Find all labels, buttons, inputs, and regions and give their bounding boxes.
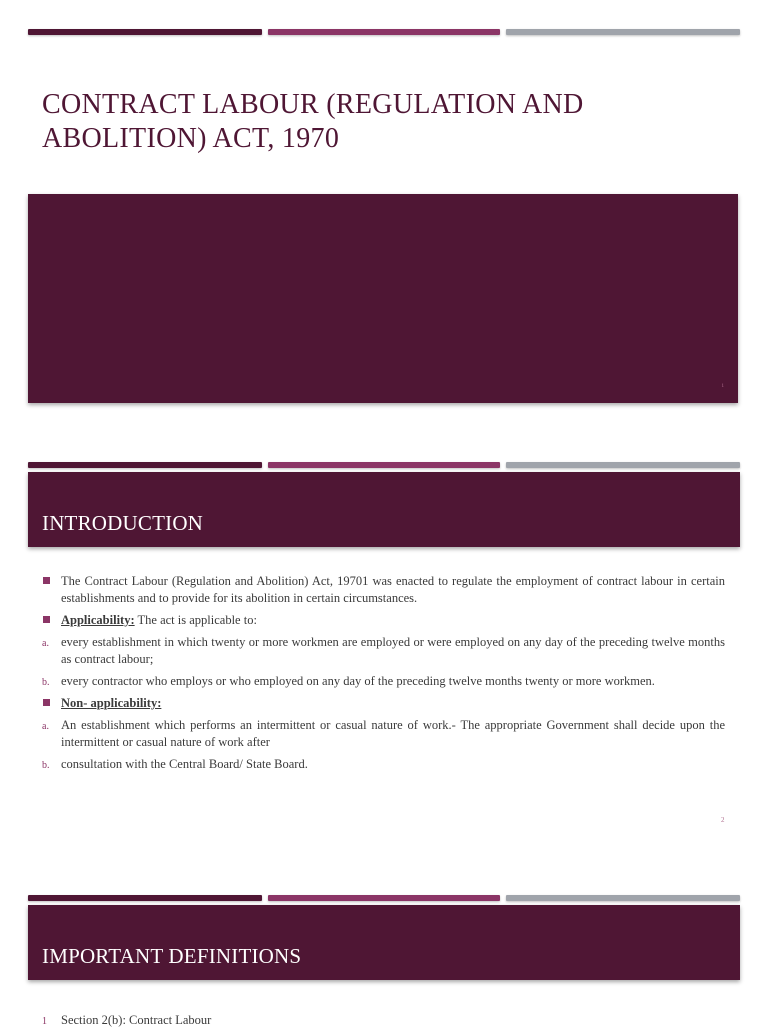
list-marker: b. bbox=[42, 677, 50, 688]
list-item-text: every establishment in which twenty or more workmen are employed or were employed on any day of the preceding twelve months as contract labour; bbox=[61, 635, 725, 666]
bullet-item-applicability bbox=[42, 612, 725, 629]
list-item-text: every contractor who employs or who employed on any day of the preceding twelve months twenty or more workmen. bbox=[61, 674, 655, 688]
slide-content bbox=[42, 1012, 725, 1034]
header-bar bbox=[28, 905, 740, 980]
accent-stripe-gray bbox=[506, 29, 740, 35]
bullet-item-non-applicability bbox=[42, 695, 725, 712]
list-item bbox=[42, 634, 725, 668]
page-number: 2 bbox=[721, 816, 725, 824]
list-marker: 1 bbox=[42, 1016, 47, 1027]
accent-stripe-rose bbox=[268, 29, 500, 35]
list-item bbox=[42, 1012, 725, 1029]
page-number: 1 bbox=[721, 384, 724, 389]
applicability-text: The act is applicable to: bbox=[134, 613, 257, 627]
accent-stripe-plum bbox=[28, 462, 262, 468]
accent-stripe-plum bbox=[28, 895, 262, 901]
square-bullet-icon bbox=[43, 616, 50, 623]
list-item-text: consultation with the Central Board/ State Board. bbox=[61, 757, 308, 771]
list-marker: b. bbox=[42, 760, 50, 771]
list-item-text: Section 2(b): Contract Labour bbox=[61, 1013, 212, 1027]
square-bullet-icon bbox=[43, 699, 50, 706]
list-item bbox=[42, 756, 725, 773]
definitions-slide bbox=[0, 888, 768, 1027]
list-item bbox=[42, 673, 725, 690]
accent-stripe-plum bbox=[28, 29, 262, 35]
applicability-label: Applicability: bbox=[61, 613, 135, 627]
slide-heading: IMPORTANT DEFINITIONS bbox=[42, 944, 302, 968]
list-item bbox=[42, 717, 725, 751]
title-color-block bbox=[28, 194, 738, 403]
list-marker: a. bbox=[42, 638, 49, 649]
introduction-slide bbox=[0, 455, 768, 870]
bullet-text: The Contract Labour (Regulation and Abolition) Act, 19701 was enacted to regulate the employment of contract labour in certain establishments and to provide for its abolition in certain circumstances. bbox=[61, 574, 725, 605]
non-applicability-label: Non- applicability: bbox=[61, 696, 162, 710]
accent-stripe-rose bbox=[268, 462, 500, 468]
accent-stripe-rose bbox=[268, 895, 500, 901]
title-slide bbox=[0, 0, 768, 430]
slide-content bbox=[42, 573, 725, 778]
accent-stripe-gray bbox=[506, 462, 740, 468]
accent-stripe-gray bbox=[506, 895, 740, 901]
bullet-item-intro bbox=[42, 573, 725, 607]
slide-title: CONTRACT LABOUR (REGULATION AND ABOLITION) ACT, 1970 bbox=[42, 89, 584, 154]
header-bar bbox=[28, 472, 740, 547]
square-bullet-icon bbox=[43, 577, 50, 584]
list-marker: a. bbox=[42, 721, 49, 732]
slide-heading: INTRODUCTION bbox=[42, 511, 204, 535]
list-item-text: An establishment which performs an intermittent or casual nature of work.- The appropriate Government shall decide upon the intermittent or casual nature of work after bbox=[61, 718, 725, 749]
